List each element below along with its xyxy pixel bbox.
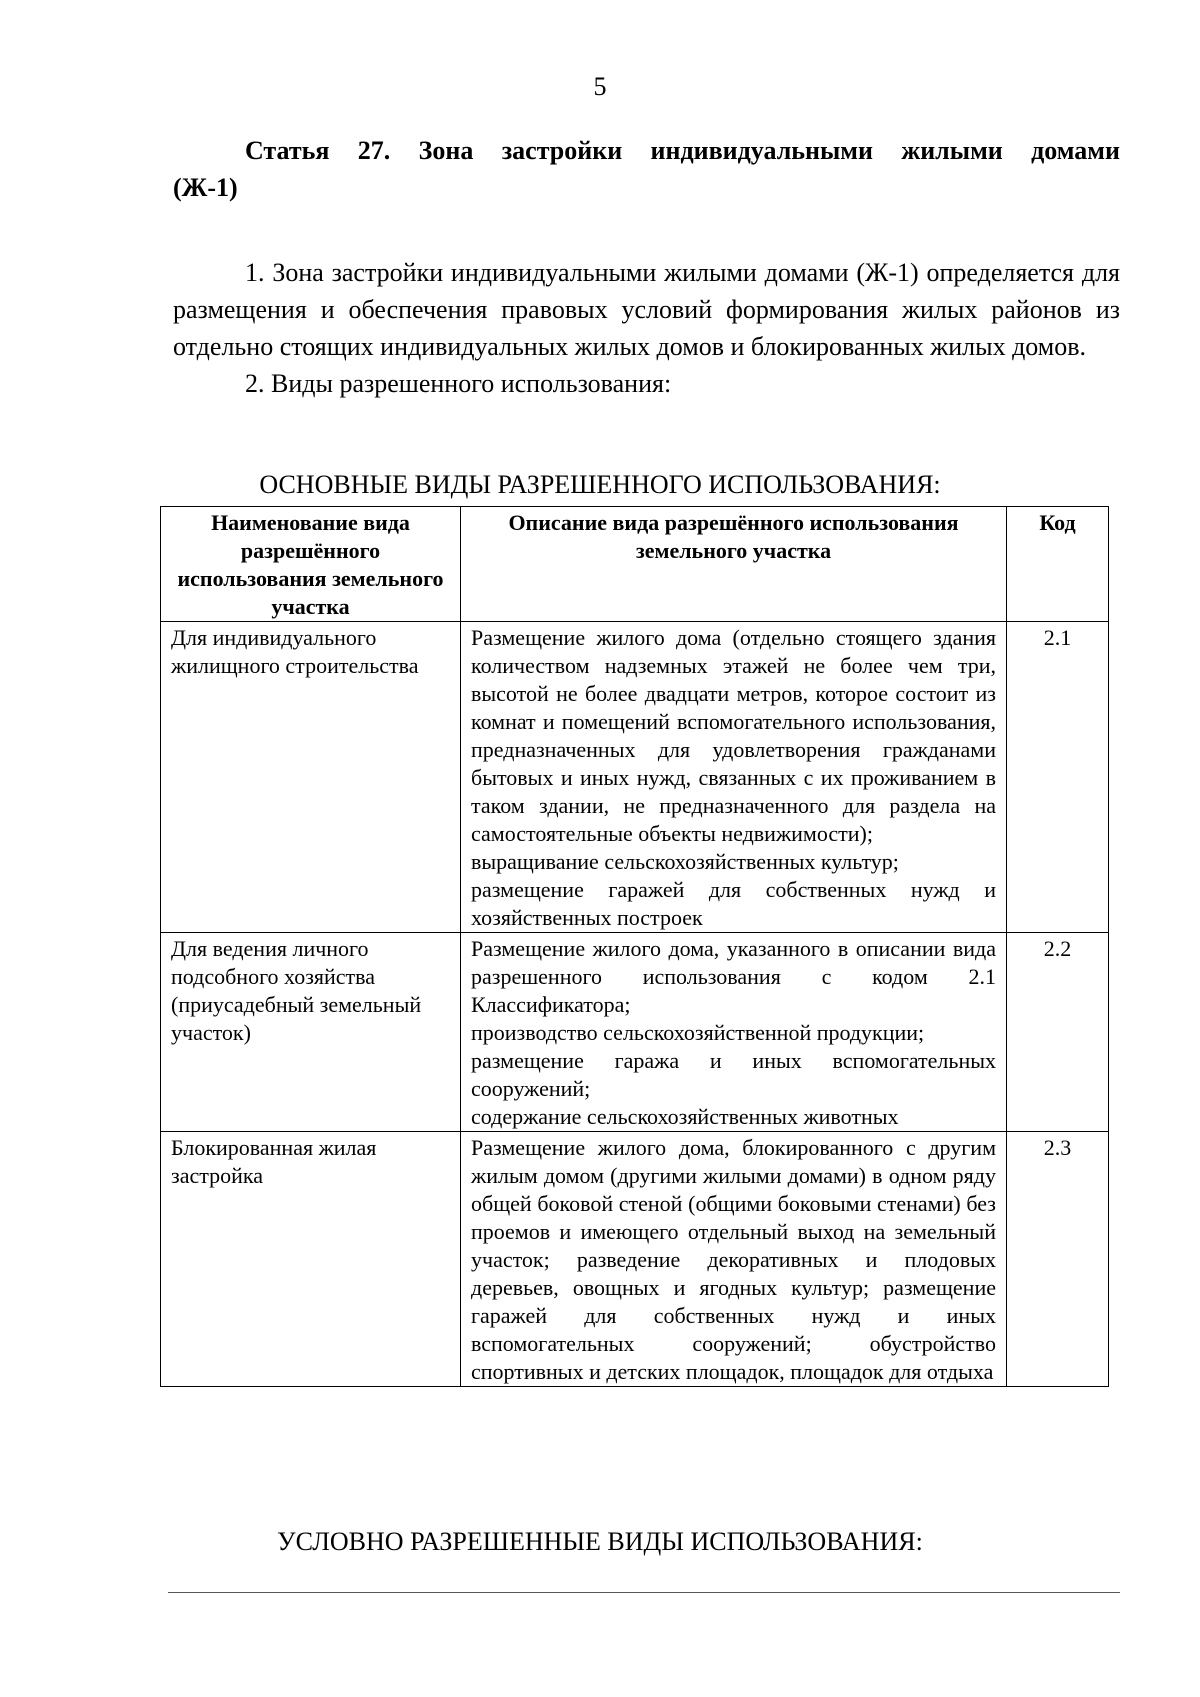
permitted-uses-table [160, 506, 1109, 1387]
header-name: Наименование вида разрешённого использования земельного участка [161, 507, 461, 622]
use-name: Блокированная жилая застройка [161, 1132, 461, 1387]
table-row [161, 933, 1109, 1132]
description-line: содержание сельскохозяйственных животных [471, 1104, 899, 1129]
use-name: Для ведения личного подсобного хозяйства (приусадебный земельный участок) [161, 933, 461, 1132]
description-line: Размещение жилого дома (отдельно стоящего здания количеством надземных этажей не более чем три, высотой не более двадцати метров, которое состоит из комнат и помещений вспомогательного использования, предназначенных для удовлетворения гражданами бытовых и иных нужд, связанных с их проживанием в таком здании, не предназначенного для раздела на самостоятельные объекты недвижимости); [471, 625, 996, 846]
description-line: размещение гаража и иных вспомогательных сооружений; [471, 1048, 996, 1101]
description-line: выращивание сельскохозяйственных культур; [471, 849, 899, 874]
use-description [461, 1132, 1007, 1387]
description-line: Размещение жилого дома, блокированного с другим жилым домом (другими жилыми домами) в одном ряду общей боковой стеной (общими боковыми стенами) без проемов и имеющего отдельный выход на земельный участок; разведение декоративных и плодовых деревьев, овощных и ягодных культур; размещение гаражей для собственных нужд и иных вспомогательных сооружений; обустройство спортивных и детских площадок, площадок для отдыха [471, 1135, 996, 1384]
article-title [173, 132, 1120, 206]
article-title-line-1: Статья 27. Зона застройки индивидуальными жилыми домами [245, 136, 1120, 165]
description-line: Размещение жилого дома, указанного в описании вида разрешенного использования с кодом 2.1 Классификатора; [471, 936, 996, 1017]
page-number: 5 [593, 72, 607, 101]
description-line: производство сельскохозяйственной продукции; [471, 1020, 925, 1045]
use-description [461, 622, 1007, 933]
use-name: Для индивидуального жилищного строительства [161, 622, 461, 933]
header-code: Код [1007, 507, 1109, 622]
article-title-line-2: (Ж-1) [173, 173, 238, 202]
table-header-row [161, 507, 1109, 622]
use-description [461, 933, 1007, 1132]
header-description: Описание вида разрешённого использования земельного участка [461, 507, 1007, 622]
use-code: 2.2 [1007, 933, 1109, 1132]
paragraph-permitted-uses: 2. Виды разрешенного использования: [245, 369, 672, 398]
use-code: 2.3 [1007, 1132, 1109, 1387]
main-uses-heading: ОСНОВНЫЕ ВИДЫ РАЗРЕШЕННОГО ИСПОЛЬЗОВАНИЯ: [259, 470, 941, 499]
conditional-uses-heading: УСЛОВНО РАЗРЕШЕННЫЕ ВИДЫ ИСПОЛЬЗОВАНИЯ: [277, 1527, 923, 1556]
table-row [161, 1132, 1109, 1387]
footer-divider [168, 1592, 1120, 1593]
article-body [173, 254, 1120, 402]
description-line: размещение гаражей для собственных нужд и хозяйственных построек [471, 877, 996, 930]
paragraph-zone-definition: 1. Зона застройки индивидуальными жилыми домами (Ж-1) определяется для размещения и обеспечения правовых условий формирования жилых районов из отдельно стоящих индивидуальных жилых домов и блокированных жилых домов. [173, 258, 1120, 361]
use-code: 2.1 [1007, 622, 1109, 933]
table-row [161, 622, 1109, 933]
